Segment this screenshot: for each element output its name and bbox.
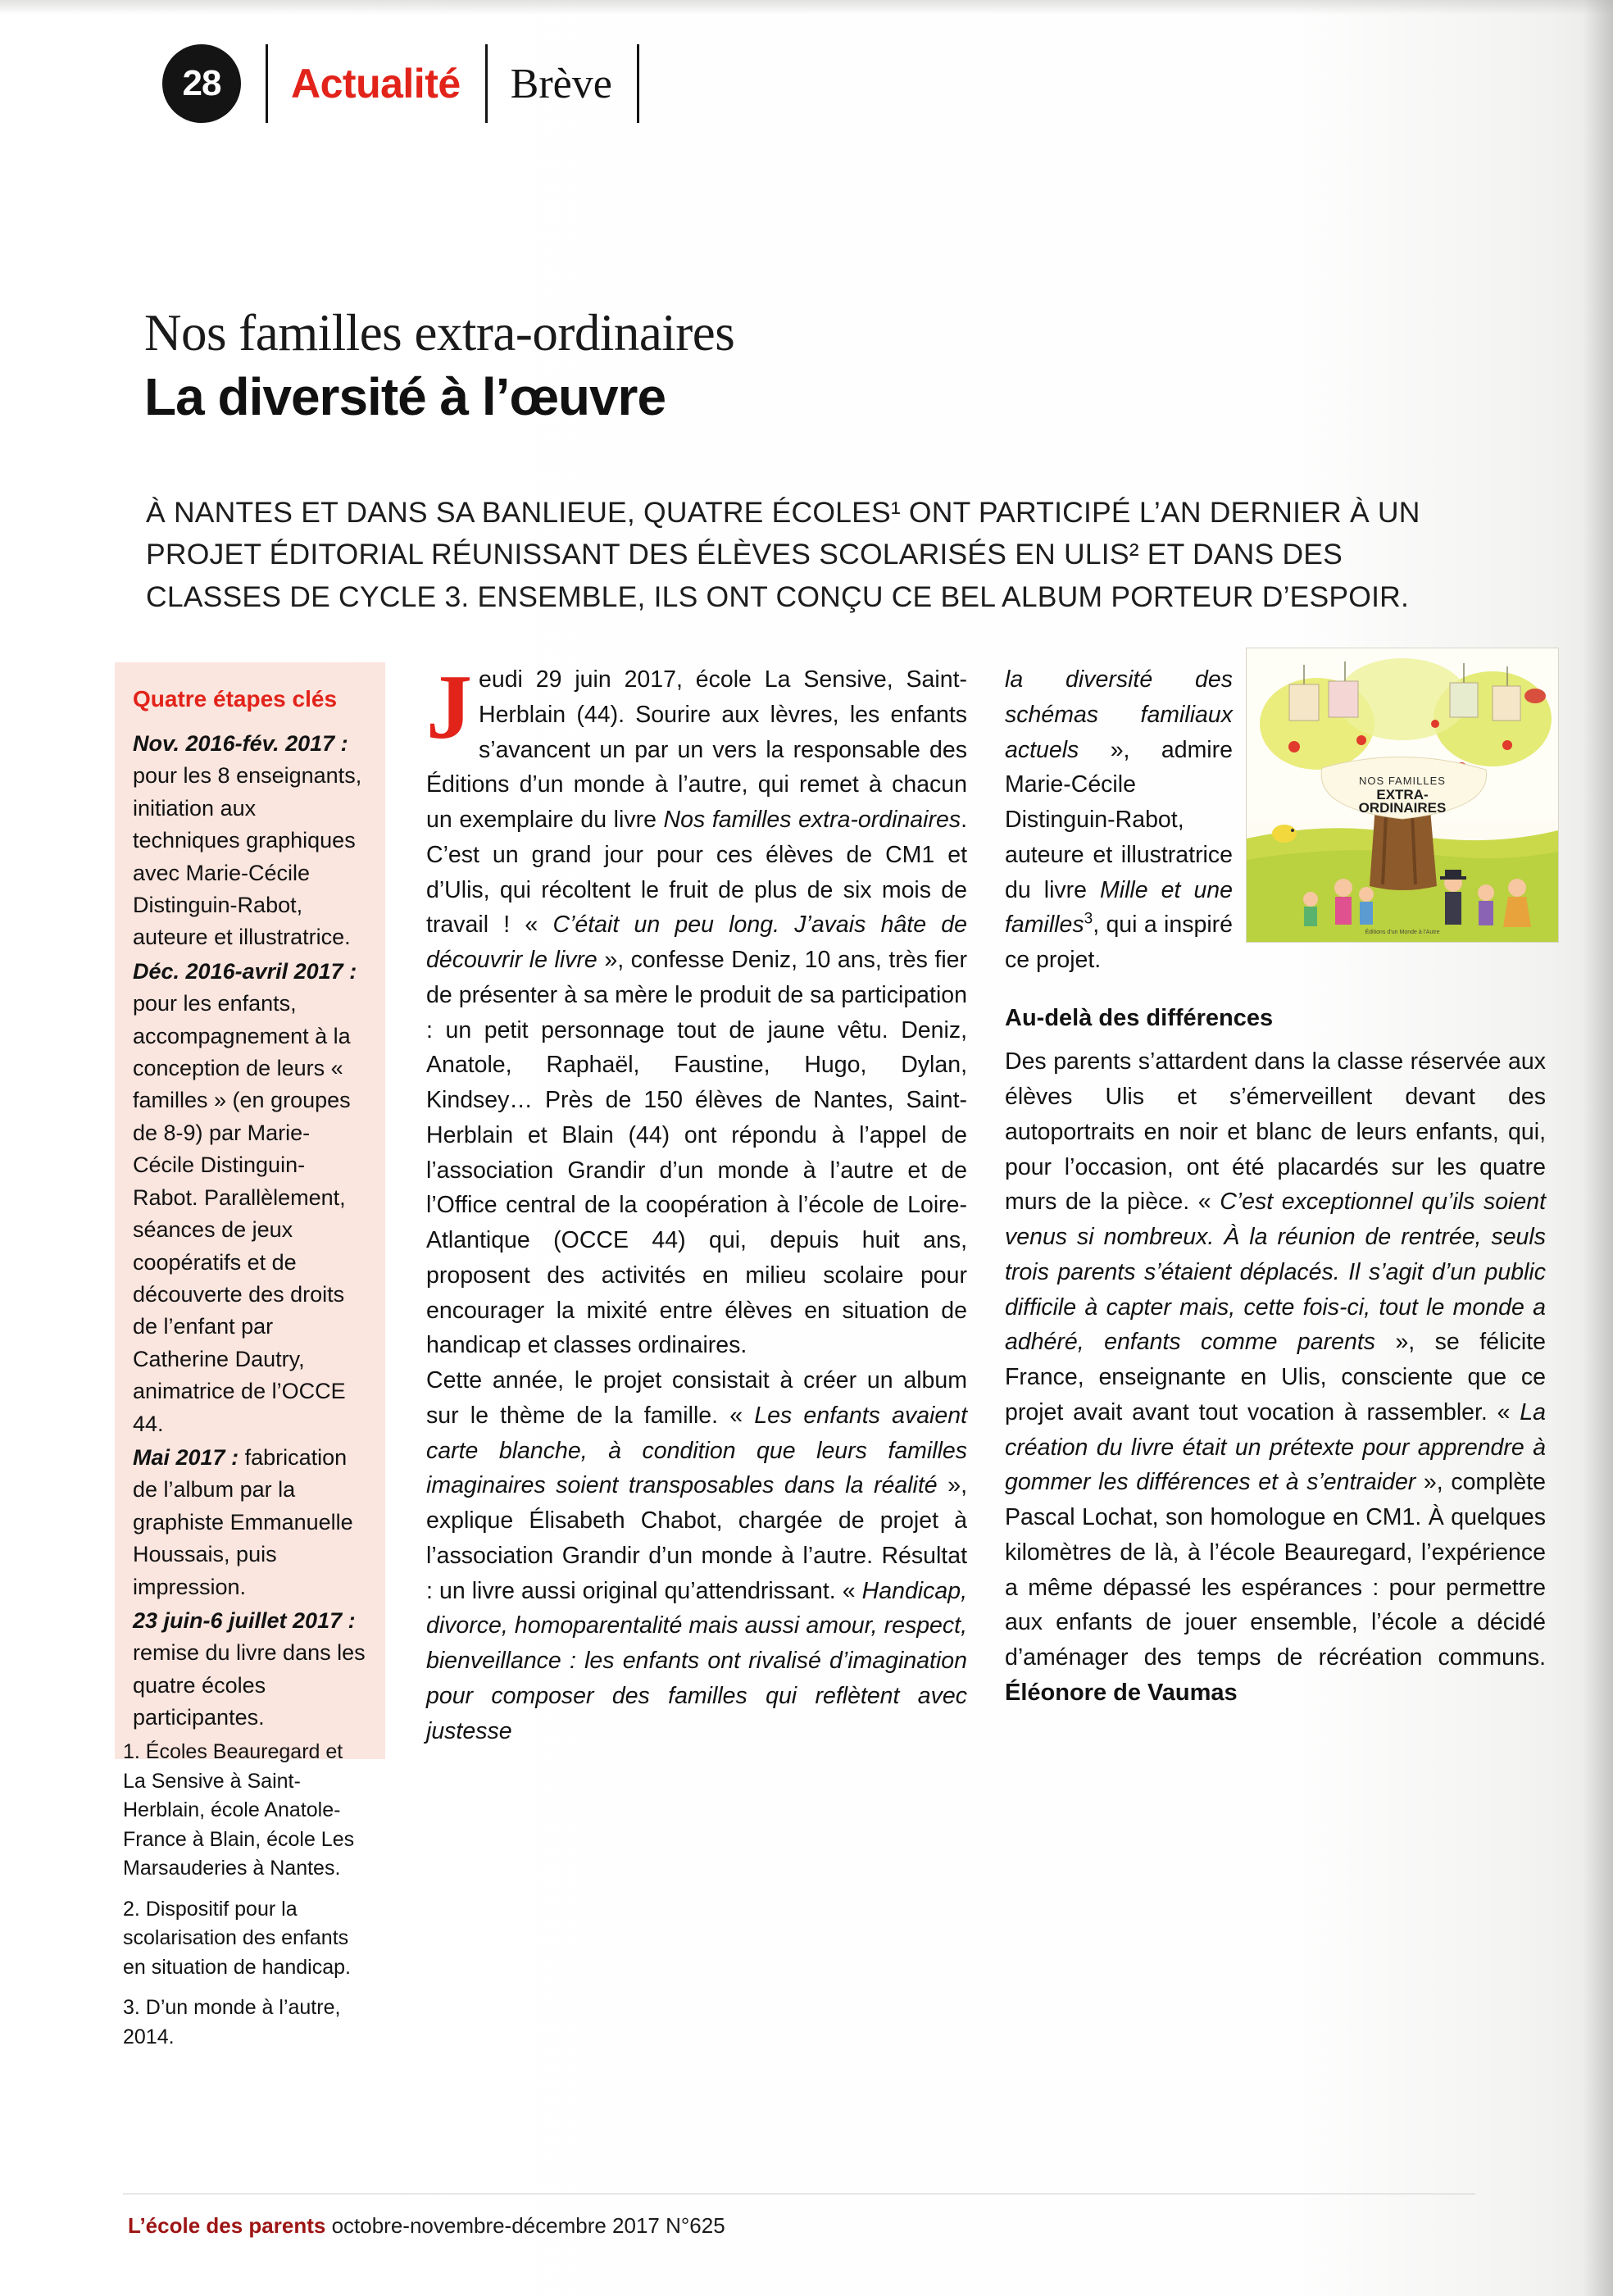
title-block — [144, 303, 1488, 427]
p3-part-b: », se félicite France, enseignante en Ulis, consciente que ce projet avait avant tout vocation à rassembler. « — [1005, 1329, 1546, 1425]
page-number-badge: 28 — [162, 44, 241, 123]
footnote-item: 3. D’un monde à l’autre, 2014. — [123, 1996, 341, 2048]
p1-part-c: », confesse Deniz, 10 ans, très fier de présenter à sa mère le produit de sa participation : un petit personnage tout de jaune vêtu. Deniz, Anatole, Raphaël, Faustine, Hugo, Dylan, Kindsey… Près de 150 élèves de Nantes, Saint-Herblain et Blain (44) ont répondu à l’appel de l’association Grandir d’un monde à l’autre et de l’Office central de la coopération à l’école de Loire-Atlantique (OCCE 44) qui, depuis huit ans, proposent des activités en milieu scolaire pour encourager la mixité entre élèves en situation de handicap et classes ordinaires. — [426, 947, 967, 1359]
page-title: La diversité à l’œuvre — [144, 367, 666, 426]
body-column-1 — [426, 657, 968, 1748]
p2-part-c: », admire Marie-Cécile Distinguin-Rabot, auteure et illustratrice du livre — [1005, 736, 1233, 903]
p2-quote-2-cont: la diversité des schémas familiaux actuels — [1005, 666, 1233, 763]
sidebar-step — [133, 1442, 367, 1603]
sidebar-step-period: Mai 2017 : — [133, 1444, 239, 1470]
body-paragraph-3 — [1005, 1044, 1546, 1711]
sidebar-step-period: Nov. 2016-fév. 2017 : — [133, 731, 348, 756]
author-signature: Éléonore de Vaumas — [1005, 1679, 1238, 1706]
svg-text:EXTRA-: EXTRA- — [1376, 787, 1429, 802]
header-divider-left — [266, 44, 268, 123]
p1-part-a: eudi 29 juin 2017, école La Sensive, Saint-Herblain (44). Sourire aux lèvres, les enfants s’avancent un par un vers la responsable des Éditions d’un monde à l’autre, qui remet à chacun un exemplaire du livre — [426, 666, 967, 833]
scan-edge-top — [0, 0, 1613, 15]
sidebar-step-period: 23 juin-6 juillet 2017 : — [133, 1607, 356, 1633]
article-surtitle: Nos familles extra-ordinaires — [144, 304, 735, 361]
p1-book-title: Nos familles extra-ordinaires — [663, 807, 961, 833]
issue-info: octobre-novembre-décembre 2017 N°625 — [331, 2213, 725, 2238]
sidebar-heading: Quatre étapes clés — [133, 686, 338, 712]
sidebar-step — [133, 956, 367, 1440]
sidebar-key-steps — [115, 662, 385, 1759]
p3-part-c: », complète Pascal Lochat, son homologue en CM1. À quelques kilomètres de là, à l’école Beauregard, l’expérience a même dépassé les espérances : pour permettre aux enfants de jouer ensemble, l’école a décidé d’aménager des temps de récréation communs. — [1005, 1469, 1546, 1671]
svg-text:NOS FAMILLES: NOS FAMILLES — [1359, 775, 1446, 787]
body-column-2-wrap — [1005, 662, 1233, 978]
sidebar-step-text: fabrication de l’album par la graphiste Emmanuelle Houssais, puis impression. — [133, 1444, 353, 1599]
p2-part-d: , qui a inspiré ce projet. — [1005, 912, 1233, 973]
sidebar-step-period: Déc. 2016-avril 2017 : — [133, 958, 357, 984]
p2-quote-2: Handicap, divorce, homoparentalité mais aussi amour, respect, bienveillance : les enfants ont rivalisé d’imagination pour composer des familles qui reflètent avec justesse — [426, 1577, 967, 1744]
p1-part-b: . C’est un grand jour pour ces élèves de CM1 et d’Ulis, qui récoltent le fruit de plus de six mois de travail ! « — [426, 807, 967, 939]
p2-part-b: », explique Élisabeth Chabot, chargée de projet à l’association Grandir d’un monde à l’autre. Résultat : un livre aussi original qu’attendrissant. « — [426, 1472, 968, 1604]
body-paragraph-2 — [426, 1363, 967, 1748]
sidebar-step — [133, 728, 367, 954]
svg-text:ORDINAIRES: ORDINAIRES — [1358, 800, 1447, 816]
drop-cap: J — [426, 657, 472, 758]
sidebar-step-text: remise du livre dans les quatre écoles participantes. — [133, 1640, 366, 1730]
rubric-label: Actualité — [291, 61, 461, 107]
header-divider-right — [637, 44, 639, 123]
p2-part-a: Cette année, le projet consistait à créer un album sur le thème de la famille. « — [426, 1367, 967, 1429]
footnote-item: 2. Dispositif pour la scolarisation des enfants en situation de handicap. — [123, 1897, 351, 1979]
body-paragraph-1 — [426, 657, 967, 1363]
publication-brand: L’école des parents — [128, 2213, 326, 2238]
svg-text:Éditions d’un Monde à l’Autre: Éditions d’un Monde à l’Autre — [1365, 930, 1440, 935]
book-cover-image — [1246, 648, 1559, 943]
p1-quote-1: C’était un peu long. J’avais hâte de découvrir le livre — [426, 912, 967, 973]
book-cover-illustration — [1247, 648, 1558, 942]
section-subheading: Au-delà des différences — [1005, 1004, 1274, 1031]
footnote-ref-3: 3 — [1084, 910, 1093, 928]
scan-edge-right — [1583, 0, 1613, 2296]
rubric-sublabel: Brève — [510, 60, 612, 107]
footnote-item: 1. Écoles Beauregard et La Sensive à Saint-Herblain, école Anatole-France à Blain, école Les Marsauderies à Nantes. — [123, 1740, 355, 1880]
body-paragraph-2-cont — [1005, 662, 1233, 978]
page-footer — [128, 2213, 725, 2239]
footnotes — [123, 1738, 369, 2063]
p3-quote-1: C’est exceptionnel qu’ils soient venus si nombreux. À la réunion de rentrée, seuls trois parents s’étaient déplacés. Il s’agit d’un public difficile à capter mais, cette fois-ci, tout le monde a adhéré, enfants comme parents — [1005, 1189, 1546, 1356]
header-divider-mid — [485, 44, 488, 123]
p2-book-title: Mille et une familles — [1005, 876, 1234, 939]
p3-quote-2: La création du livre était un prétexte pour apprendre à gommer les différences et à s’entraider — [1005, 1398, 1546, 1496]
sidebar-step-text: pour les enfants, accompagnement à la conception de leurs « familles » (en groupes de 8-9) par Marie-Cécile Distinguin-Rabot. Parallèlement, séances de jeux coopératifs et de découverte des droits de l’enfant par Catherine Dautry, animatrice de l’OCCE 44. — [133, 991, 351, 1436]
article-standfirst: À NANTES ET DANS SA BANLIEUE, QUATRE ÉCOLES¹ ONT PARTICIPÉ L’AN DERNIER À UN PROJET ÉDITORIAL RÉUNISSANT DES ÉLÈVES SCOLARISÉS EN ULIS² ET DANS DES CLASSES DE CYCLE 3. ENSEMBLE, ILS ONT CONÇU CE BEL ALBUM PORTEUR D’ESPOIR. — [146, 496, 1420, 613]
sidebar-step-text: pour les 8 enseignants, initiation aux techniques graphiques avec Marie-Cécile Distinguin-Rabot, auteure et illustratrice. — [133, 763, 362, 950]
sidebar-step — [133, 1605, 367, 1735]
p3-part-a: Des parents s’attardent dans la classe réservée aux élèves Ulis et s’émerveillent devant des autoportraits en noir et blanc de leurs enfants, qui, pour l’occasion, ont été placardés sur les quatre murs de la pièce. « — [1005, 1048, 1546, 1216]
article-header — [162, 43, 662, 125]
p2-quote-1: Les enfants avaient carte blanche, à condition que leurs familles imaginaires soient transposables dans la réalité — [426, 1402, 967, 1499]
